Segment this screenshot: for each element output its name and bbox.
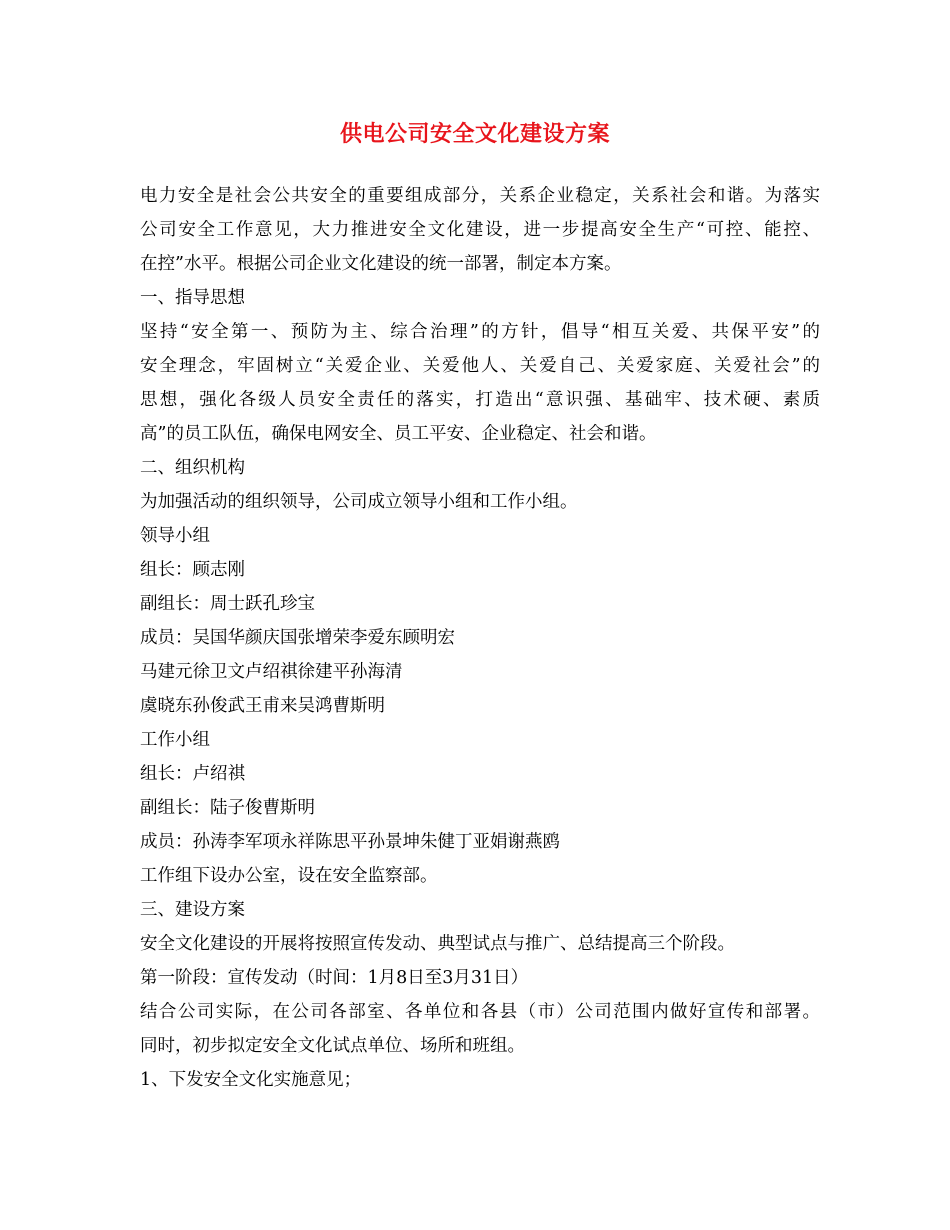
text-line: 在控”水平。根据公司企业文化建设的统一部署，制定本方案。 — [140, 254, 622, 274]
text-line: 组长：顾志刚 — [140, 560, 245, 580]
document-title: 供电公司安全文化建设方案 — [339, 121, 610, 147]
text-line: 为加强活动的组织领导，公司成立领导小组和工作小组。 — [140, 492, 578, 512]
text-line: 坚持“安全第一、预防为主、综合治理”的方针，倡导“相互关爱、共保平安”的 — [140, 322, 820, 342]
text-line: 二、组织机构 — [140, 458, 245, 478]
text-line: 成员：吴国华颜庆国张增荣李爱东顾明宏 — [140, 628, 455, 648]
text-line: 成员：孙涛李军项永祥陈思平孙景坤朱健丁亚娟谢燕鸥 — [140, 832, 560, 852]
text-line: 领导小组 — [140, 526, 210, 546]
text-line: 工作小组 — [140, 730, 210, 750]
text-line: 1、下发安全文化实施意见； — [140, 1070, 362, 1090]
text-line: 公司安全工作意见，大力推进安全文化建设，进一步提高安全生产“可控、能控、 — [140, 220, 820, 240]
text-line: 组长：卢绍祺 — [140, 764, 245, 784]
text-line: 结合公司实际，在公司各部室、各单位和各县（市）公司范围内做好宣传和部署。 — [140, 1002, 820, 1022]
text-line: 高”的员工队伍，确保电网安全、员工平安、企业稳定、社会和谐。 — [140, 424, 657, 444]
text-line: 三、建设方案 — [140, 900, 245, 920]
text-line: 副组长：陆子俊曹斯明 — [140, 798, 315, 818]
text-line: 安全理念，牢固树立“关爱企业、关爱他人、关爱自己、关爱家庭、关爱社会”的 — [140, 356, 820, 376]
text-line: 副组长：周士跃孔珍宝 — [140, 594, 315, 614]
text-line: 一、指导思想 — [140, 288, 245, 308]
text-line: 第一阶段：宣传发动（时间：1月8日至3月31日） — [140, 968, 529, 988]
text-line: 马建元徐卫文卢绍祺徐建平孙海清 — [140, 662, 403, 682]
text-line: 电力安全是社会公共安全的重要组成部分，关系企业稳定，关系社会和谐。为落实 — [140, 186, 820, 206]
text-line: 思想，强化各级人员安全责任的落实，打造出“意识强、基础牢、技术硬、素质 — [140, 390, 820, 410]
text-line: 同时，初步拟定安全文化试点单位、场所和班组。 — [140, 1036, 525, 1056]
text-line: 虞晓东孙俊武王甫来吴鸿曹斯明 — [140, 696, 385, 716]
text-line: 安全文化建设的开展将按照宣传发动、典型试点与推广、总结提高三个阶段。 — [140, 934, 735, 954]
text-line: 工作组下设办公室，设在安全监察部。 — [140, 866, 438, 886]
document-body — [140, 179, 820, 1097]
